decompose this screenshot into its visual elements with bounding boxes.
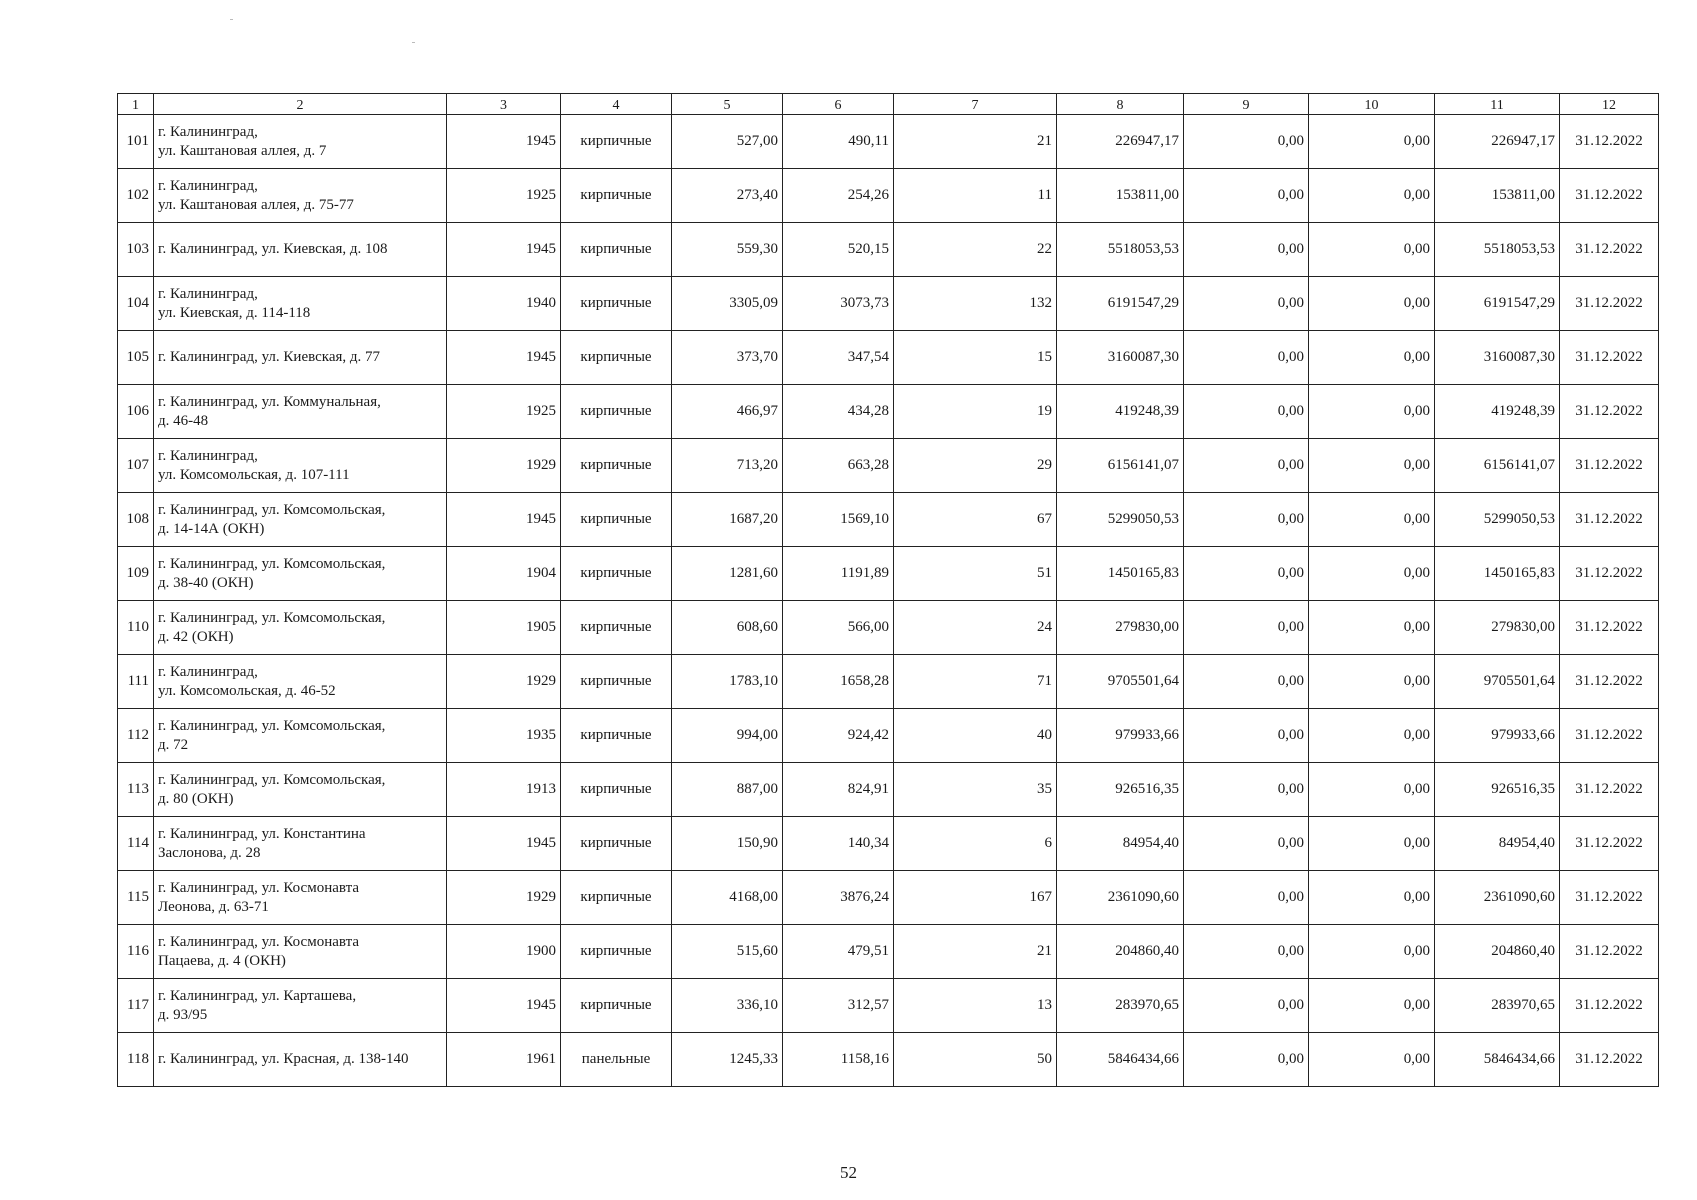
cell-wall-material: кирпичные	[561, 439, 672, 493]
cell-col6: 1158,16	[783, 1033, 894, 1087]
cell-wall-material: кирпичные	[561, 709, 672, 763]
cell-date: 31.12.2022	[1560, 1033, 1659, 1087]
address-line-2: д. 46-48	[158, 412, 209, 429]
cell-col9: 0,00	[1184, 1033, 1309, 1087]
cell-col8: 979933,66	[1057, 709, 1184, 763]
cell-col7: 21	[894, 925, 1057, 979]
cell-col5: 1783,10	[672, 655, 783, 709]
cell-col9: 0,00	[1184, 115, 1309, 169]
cell-row-number: 116	[118, 925, 154, 979]
address-line-1: г. Калининград,	[158, 285, 258, 302]
cell-col9: 0,00	[1184, 871, 1309, 925]
cell-col8: 5846434,66	[1057, 1033, 1184, 1087]
cell-wall-material: кирпичные	[561, 925, 672, 979]
cell-address	[154, 223, 447, 277]
table-row	[118, 979, 1659, 1033]
scan-speck	[412, 42, 415, 43]
cell-col10: 0,00	[1309, 493, 1435, 547]
cell-col5: 887,00	[672, 763, 783, 817]
cell-year: 1929	[447, 439, 561, 493]
cell-row-number: 110	[118, 601, 154, 655]
address-line-2: д. 14-14А (ОКН)	[158, 520, 265, 537]
cell-address	[154, 925, 447, 979]
table-row	[118, 763, 1659, 817]
register-sheet	[117, 93, 1658, 1087]
cell-col6: 3876,24	[783, 871, 894, 925]
cell-col6: 1191,89	[783, 547, 894, 601]
address-line-1: г. Калининград, ул. Космонавта	[158, 879, 359, 896]
cell-col11: 5846434,66	[1435, 1033, 1560, 1087]
cell-col6: 1569,10	[783, 493, 894, 547]
address-line-1: г. Калининград, ул. Комсомольская,	[158, 555, 386, 572]
cell-year: 1925	[447, 169, 561, 223]
table-body	[118, 115, 1659, 1087]
table-row	[118, 925, 1659, 979]
table-row	[118, 169, 1659, 223]
cell-row-number: 115	[118, 871, 154, 925]
cell-col8: 226947,17	[1057, 115, 1184, 169]
address-line-1: г. Калининград, ул. Киевская, д. 108	[158, 241, 388, 257]
cell-col7: 50	[894, 1033, 1057, 1087]
cell-col11: 204860,40	[1435, 925, 1560, 979]
cell-year: 1935	[447, 709, 561, 763]
address-line-1: г. Калининград, ул. Киевская, д. 77	[158, 349, 381, 365]
address-line-1: г. Калининград, ул. Комсомольская,	[158, 771, 386, 788]
cell-col10: 0,00	[1309, 1033, 1435, 1087]
scan-speck	[230, 19, 233, 20]
cell-address	[154, 547, 447, 601]
cell-col8: 2361090,60	[1057, 871, 1184, 925]
cell-year: 1945	[447, 817, 561, 871]
cell-date: 31.12.2022	[1560, 655, 1659, 709]
cell-col11: 3160087,30	[1435, 331, 1560, 385]
cell-col7: 13	[894, 979, 1057, 1033]
cell-col5: 336,10	[672, 979, 783, 1033]
table-row	[118, 709, 1659, 763]
table-row	[118, 655, 1659, 709]
cell-row-number: 106	[118, 385, 154, 439]
cell-col6: 924,42	[783, 709, 894, 763]
address-line-1: г. Калининград, ул. Комсомольская,	[158, 609, 386, 626]
column-header-10: 10	[1309, 94, 1435, 115]
cell-year: 1945	[447, 331, 561, 385]
cell-col9: 0,00	[1184, 493, 1309, 547]
cell-col11: 5299050,53	[1435, 493, 1560, 547]
table-row	[118, 493, 1659, 547]
cell-wall-material: кирпичные	[561, 817, 672, 871]
column-header-8: 8	[1057, 94, 1184, 115]
column-header-11: 11	[1435, 94, 1560, 115]
cell-row-number: 112	[118, 709, 154, 763]
cell-date: 31.12.2022	[1560, 925, 1659, 979]
cell-col10: 0,00	[1309, 547, 1435, 601]
cell-address	[154, 709, 447, 763]
cell-col10: 0,00	[1309, 709, 1435, 763]
cell-col11: 283970,65	[1435, 979, 1560, 1033]
cell-row-number: 104	[118, 277, 154, 331]
cell-col5: 527,00	[672, 115, 783, 169]
address-line-2: ул. Киевская, д. 114-118	[158, 304, 311, 321]
cell-date: 31.12.2022	[1560, 547, 1659, 601]
cell-year: 1929	[447, 871, 561, 925]
cell-row-number: 105	[118, 331, 154, 385]
cell-col5: 150,90	[672, 817, 783, 871]
cell-col8: 153811,00	[1057, 169, 1184, 223]
cell-address	[154, 277, 447, 331]
cell-address	[154, 385, 447, 439]
cell-date: 31.12.2022	[1560, 979, 1659, 1033]
cell-col5: 994,00	[672, 709, 783, 763]
table-row	[118, 385, 1659, 439]
cell-col7: 19	[894, 385, 1057, 439]
cell-wall-material: кирпичные	[561, 115, 672, 169]
cell-address	[154, 655, 447, 709]
cell-date: 31.12.2022	[1560, 169, 1659, 223]
cell-col6: 663,28	[783, 439, 894, 493]
address-line-2: ул. Комсомольская, д. 107-111	[158, 466, 350, 483]
cell-date: 31.12.2022	[1560, 763, 1659, 817]
cell-col7: 11	[894, 169, 1057, 223]
cell-col5: 1687,20	[672, 493, 783, 547]
cell-col7: 15	[894, 331, 1057, 385]
cell-col5: 515,60	[672, 925, 783, 979]
cell-col11: 6191547,29	[1435, 277, 1560, 331]
cell-col8: 84954,40	[1057, 817, 1184, 871]
cell-col6: 824,91	[783, 763, 894, 817]
cell-col7: 29	[894, 439, 1057, 493]
cell-date: 31.12.2022	[1560, 817, 1659, 871]
cell-col10: 0,00	[1309, 277, 1435, 331]
cell-col7: 71	[894, 655, 1057, 709]
cell-date: 31.12.2022	[1560, 277, 1659, 331]
cell-date: 31.12.2022	[1560, 115, 1659, 169]
address-line-1: г. Калининград,	[158, 663, 258, 680]
table-row	[118, 547, 1659, 601]
cell-address	[154, 871, 447, 925]
cell-col7: 35	[894, 763, 1057, 817]
cell-col6: 312,57	[783, 979, 894, 1033]
cell-row-number: 102	[118, 169, 154, 223]
cell-col6: 254,26	[783, 169, 894, 223]
cell-col10: 0,00	[1309, 385, 1435, 439]
cell-col8: 5518053,53	[1057, 223, 1184, 277]
cell-row-number: 109	[118, 547, 154, 601]
address-line-2: д. 42 (ОКН)	[158, 628, 234, 645]
cell-year: 1945	[447, 493, 561, 547]
cell-wall-material: кирпичные	[561, 169, 672, 223]
cell-col11: 9705501,64	[1435, 655, 1560, 709]
cell-address	[154, 115, 447, 169]
cell-col6: 490,11	[783, 115, 894, 169]
cell-col6: 140,34	[783, 817, 894, 871]
cell-col7: 24	[894, 601, 1057, 655]
address-line-1: г. Калининград, ул. Комсомольская,	[158, 717, 386, 734]
cell-address	[154, 601, 447, 655]
cell-wall-material: кирпичные	[561, 385, 672, 439]
cell-col5: 373,70	[672, 331, 783, 385]
cell-year: 1900	[447, 925, 561, 979]
page-number: 52	[840, 1163, 857, 1182]
cell-col5: 1245,33	[672, 1033, 783, 1087]
address-line-1: г. Калининград, ул. Константина	[158, 825, 366, 842]
cell-wall-material: кирпичные	[561, 979, 672, 1033]
cell-col9: 0,00	[1184, 979, 1309, 1033]
cell-row-number: 103	[118, 223, 154, 277]
cell-date: 31.12.2022	[1560, 223, 1659, 277]
address-line-2: Заслонова, д. 28	[158, 844, 261, 861]
address-line-2: ул. Каштановая аллея, д. 7	[158, 142, 327, 159]
cell-date: 31.12.2022	[1560, 601, 1659, 655]
cell-col10: 0,00	[1309, 115, 1435, 169]
cell-date: 31.12.2022	[1560, 439, 1659, 493]
cell-col7: 21	[894, 115, 1057, 169]
cell-col8: 279830,00	[1057, 601, 1184, 655]
cell-date: 31.12.2022	[1560, 331, 1659, 385]
cell-col8: 1450165,83	[1057, 547, 1184, 601]
cell-address	[154, 169, 447, 223]
cell-col10: 0,00	[1309, 979, 1435, 1033]
housing-register-table	[117, 93, 1659, 1087]
cell-address	[154, 493, 447, 547]
cell-col11: 279830,00	[1435, 601, 1560, 655]
cell-col10: 0,00	[1309, 655, 1435, 709]
cell-col11: 1450165,83	[1435, 547, 1560, 601]
cell-col9: 0,00	[1184, 709, 1309, 763]
cell-col8: 3160087,30	[1057, 331, 1184, 385]
cell-col7: 22	[894, 223, 1057, 277]
cell-col9: 0,00	[1184, 925, 1309, 979]
cell-col10: 0,00	[1309, 223, 1435, 277]
cell-col7: 6	[894, 817, 1057, 871]
address-line-1: г. Калининград, ул. Красная, д. 138-140	[158, 1051, 409, 1067]
cell-col11: 226947,17	[1435, 115, 1560, 169]
cell-col6: 347,54	[783, 331, 894, 385]
address-line-2: д. 80 (ОКН)	[158, 790, 234, 807]
cell-col9: 0,00	[1184, 763, 1309, 817]
cell-col9: 0,00	[1184, 331, 1309, 385]
table-row	[118, 817, 1659, 871]
cell-date: 31.12.2022	[1560, 709, 1659, 763]
column-header-5: 5	[672, 94, 783, 115]
cell-col8: 6191547,29	[1057, 277, 1184, 331]
cell-col11: 419248,39	[1435, 385, 1560, 439]
table-row	[118, 1033, 1659, 1087]
cell-col5: 273,40	[672, 169, 783, 223]
cell-wall-material: кирпичные	[561, 277, 672, 331]
cell-col11: 2361090,60	[1435, 871, 1560, 925]
cell-date: 31.12.2022	[1560, 871, 1659, 925]
cell-col8: 204860,40	[1057, 925, 1184, 979]
cell-address	[154, 1033, 447, 1087]
cell-col8: 419248,39	[1057, 385, 1184, 439]
cell-col9: 0,00	[1184, 385, 1309, 439]
cell-wall-material: панельные	[561, 1033, 672, 1087]
column-header-9: 9	[1184, 94, 1309, 115]
cell-col5: 3305,09	[672, 277, 783, 331]
address-line-2: ул. Каштановая аллея, д. 75-77	[158, 196, 354, 213]
cell-col11: 5518053,53	[1435, 223, 1560, 277]
cell-col9: 0,00	[1184, 655, 1309, 709]
cell-wall-material: кирпичные	[561, 223, 672, 277]
cell-col10: 0,00	[1309, 601, 1435, 655]
cell-wall-material: кирпичные	[561, 547, 672, 601]
table-row	[118, 223, 1659, 277]
cell-address	[154, 439, 447, 493]
address-line-1: г. Калининград, ул. Космонавта	[158, 933, 359, 950]
cell-col11: 979933,66	[1435, 709, 1560, 763]
cell-col10: 0,00	[1309, 763, 1435, 817]
cell-row-number: 108	[118, 493, 154, 547]
cell-row-number: 113	[118, 763, 154, 817]
cell-col6: 479,51	[783, 925, 894, 979]
table-row	[118, 331, 1659, 385]
cell-row-number: 118	[118, 1033, 154, 1087]
cell-wall-material: кирпичные	[561, 655, 672, 709]
address-line-1: г. Калининград, ул. Карташева,	[158, 987, 357, 1004]
cell-col9: 0,00	[1184, 601, 1309, 655]
cell-col7: 67	[894, 493, 1057, 547]
cell-col5: 608,60	[672, 601, 783, 655]
address-line-2: ул. Комсомольская, д. 46-52	[158, 682, 336, 699]
table-header-row	[118, 94, 1659, 115]
address-line-1: г. Калининград,	[158, 177, 258, 194]
table-row	[118, 277, 1659, 331]
cell-col9: 0,00	[1184, 817, 1309, 871]
cell-col9: 0,00	[1184, 277, 1309, 331]
cell-col7: 132	[894, 277, 1057, 331]
cell-col5: 466,97	[672, 385, 783, 439]
cell-col8: 5299050,53	[1057, 493, 1184, 547]
cell-col10: 0,00	[1309, 169, 1435, 223]
column-header-1: 1	[118, 94, 154, 115]
cell-col5: 4168,00	[672, 871, 783, 925]
cell-col5: 559,30	[672, 223, 783, 277]
cell-col8: 283970,65	[1057, 979, 1184, 1033]
cell-address	[154, 763, 447, 817]
cell-col5: 1281,60	[672, 547, 783, 601]
cell-row-number: 117	[118, 979, 154, 1033]
cell-wall-material: кирпичные	[561, 331, 672, 385]
cell-year: 1905	[447, 601, 561, 655]
cell-col9: 0,00	[1184, 223, 1309, 277]
cell-date: 31.12.2022	[1560, 385, 1659, 439]
address-line-2: Леонова, д. 63-71	[158, 898, 269, 915]
cell-col6: 520,15	[783, 223, 894, 277]
column-header-7: 7	[894, 94, 1057, 115]
address-line-2: д. 93/95	[158, 1006, 208, 1023]
cell-col9: 0,00	[1184, 439, 1309, 493]
table-row	[118, 601, 1659, 655]
cell-address	[154, 331, 447, 385]
cell-col7: 51	[894, 547, 1057, 601]
column-header-6: 6	[783, 94, 894, 115]
table-row	[118, 115, 1659, 169]
cell-date: 31.12.2022	[1560, 493, 1659, 547]
cell-col6: 434,28	[783, 385, 894, 439]
cell-col8: 6156141,07	[1057, 439, 1184, 493]
cell-year: 1904	[447, 547, 561, 601]
cell-col10: 0,00	[1309, 439, 1435, 493]
cell-address	[154, 817, 447, 871]
table-row	[118, 871, 1659, 925]
cell-row-number: 114	[118, 817, 154, 871]
table-row	[118, 439, 1659, 493]
cell-col10: 0,00	[1309, 817, 1435, 871]
cell-row-number: 107	[118, 439, 154, 493]
cell-year: 1945	[447, 979, 561, 1033]
cell-col11: 926516,35	[1435, 763, 1560, 817]
address-line-1: г. Калининград, ул. Комсомольская,	[158, 501, 386, 518]
cell-year: 1945	[447, 223, 561, 277]
cell-col11: 6156141,07	[1435, 439, 1560, 493]
address-line-1: г. Калининград,	[158, 447, 258, 464]
cell-row-number: 111	[118, 655, 154, 709]
cell-year: 1929	[447, 655, 561, 709]
column-header-4: 4	[561, 94, 672, 115]
cell-col8: 9705501,64	[1057, 655, 1184, 709]
cell-wall-material: кирпичные	[561, 493, 672, 547]
cell-row-number: 101	[118, 115, 154, 169]
cell-address	[154, 979, 447, 1033]
cell-wall-material: кирпичные	[561, 763, 672, 817]
cell-col6: 566,00	[783, 601, 894, 655]
address-line-1: г. Калининград,	[158, 123, 258, 140]
cell-col5: 713,20	[672, 439, 783, 493]
cell-col11: 84954,40	[1435, 817, 1560, 871]
cell-col6: 3073,73	[783, 277, 894, 331]
cell-col6: 1658,28	[783, 655, 894, 709]
cell-col10: 0,00	[1309, 871, 1435, 925]
address-line-1: г. Калининград, ул. Коммунальная,	[158, 393, 381, 410]
address-line-2: д. 72	[158, 736, 189, 753]
cell-col10: 0,00	[1309, 925, 1435, 979]
cell-year: 1945	[447, 115, 561, 169]
cell-col9: 0,00	[1184, 169, 1309, 223]
cell-year: 1961	[447, 1033, 561, 1087]
column-header-2: 2	[154, 94, 447, 115]
cell-year: 1913	[447, 763, 561, 817]
cell-col7: 40	[894, 709, 1057, 763]
address-line-2: Пацаева, д. 4 (ОКН)	[158, 952, 286, 969]
cell-col8: 926516,35	[1057, 763, 1184, 817]
cell-year: 1925	[447, 385, 561, 439]
cell-col10: 0,00	[1309, 331, 1435, 385]
cell-col11: 153811,00	[1435, 169, 1560, 223]
cell-col7: 167	[894, 871, 1057, 925]
address-line-2: д. 38-40 (ОКН)	[158, 574, 254, 591]
cell-wall-material: кирпичные	[561, 601, 672, 655]
column-header-3: 3	[447, 94, 561, 115]
cell-col9: 0,00	[1184, 547, 1309, 601]
cell-wall-material: кирпичные	[561, 871, 672, 925]
column-header-12: 12	[1560, 94, 1659, 115]
cell-year: 1940	[447, 277, 561, 331]
